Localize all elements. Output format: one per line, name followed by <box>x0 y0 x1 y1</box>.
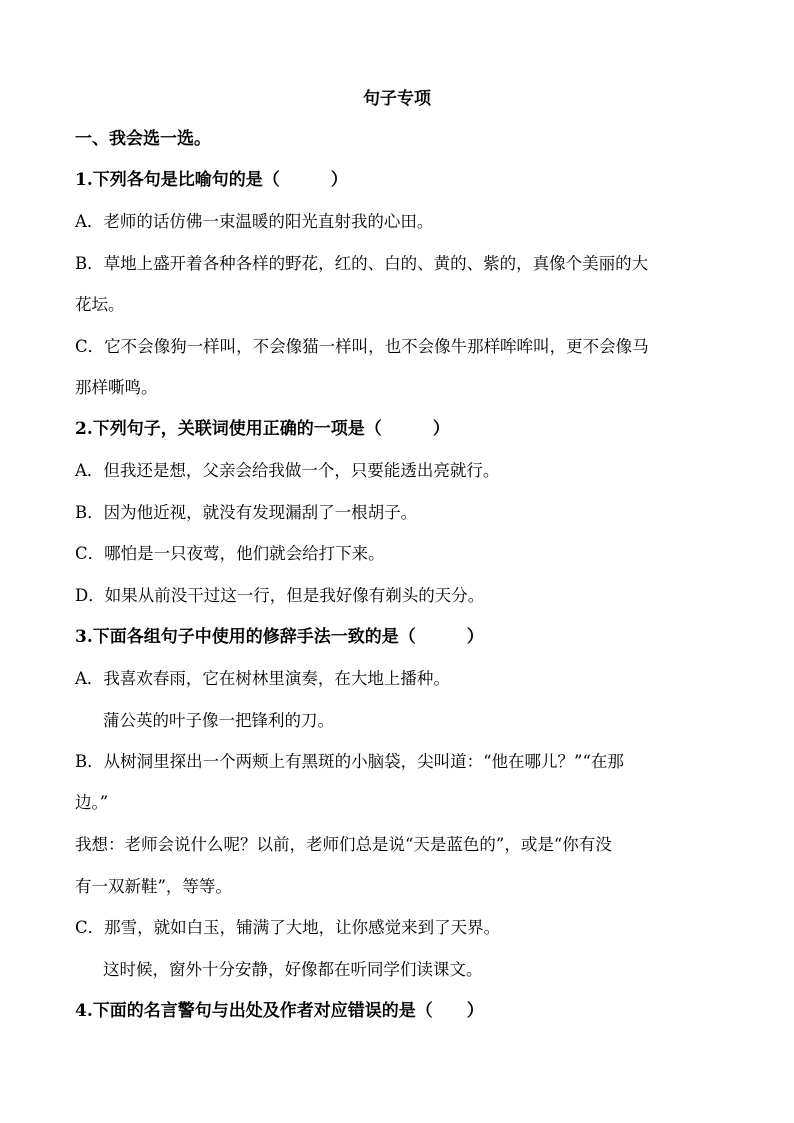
question-1-option-b-line2: 花坛。 <box>75 295 125 314</box>
page-title: 句子专项 <box>363 89 431 109</box>
question-3-option-b-line3: 我想：老师会说什么呢？以前，老师们总是说“天是蓝色的”，或是“你有没 <box>75 835 612 854</box>
question-3-option-b-line4: 有一双新鞋”，等等。 <box>75 877 232 896</box>
question-2-option-a: A．但我还是想，父亲会给我做一个，只要能透出亮就行。 <box>75 461 500 480</box>
question-3-option-b-line1: B．从树洞里探出一个两颊上有黑斑的小脑袋，尖叫道：“他在哪儿？”“在那 <box>75 752 624 771</box>
section-heading: 一、我会选一选。 <box>75 129 211 149</box>
question-2-option-b: B．因为他近视，就没有发现漏刮了一根胡子。 <box>75 503 418 522</box>
question-1-option-b-line1: B．草地上盛开着各种各样的野花，红的、白的、黄的、紫的，真像个美丽的大 <box>75 254 649 273</box>
question-1-stem: 1.下列各句是比喻句的是（ ） <box>75 170 348 190</box>
question-3-option-b-line2: 边。” <box>75 793 109 812</box>
question-1-option-c-line1: C．它不会像狗一样叫，不会像猫一样叫，也不会像牛那样哞哞叫，更不会像马 <box>75 337 649 356</box>
question-3-option-a-line1: A．我喜欢春雨，它在树林里演奏，在大地上播种。 <box>75 669 450 688</box>
question-2-option-c: C．哪怕是一只夜莺，他们就会给打下来。 <box>75 544 385 563</box>
question-3-option-c-line2: 这时候，窗外十分安静，好像都在听同学们读课文。 <box>103 960 483 979</box>
question-1-option-a: A．老师的话仿佛一束温暖的阳光直射我的心田。 <box>75 212 434 231</box>
question-4-stem: 4.下面的名言警句与出处及作者对应错误的是（ ） <box>75 1001 484 1021</box>
question-3-stem: 3.下面各组句子中使用的修辞手法一致的是（ ） <box>75 627 484 647</box>
question-2-stem: 2.下列句子，关联词使用正确的一项是（ ） <box>75 419 450 439</box>
question-3-option-a-line2: 蒲公英的叶子像一把锋利的刀。 <box>103 711 334 730</box>
question-2-option-d: D．如果从前没干过这一行，但是我好像有剃头的天分。 <box>75 586 485 605</box>
question-1-option-c-line2: 那样嘶鸣。 <box>75 378 158 397</box>
question-3-option-c-line1: C．那雪，就如白玉，铺满了大地，让你感觉来到了天界。 <box>75 918 501 937</box>
